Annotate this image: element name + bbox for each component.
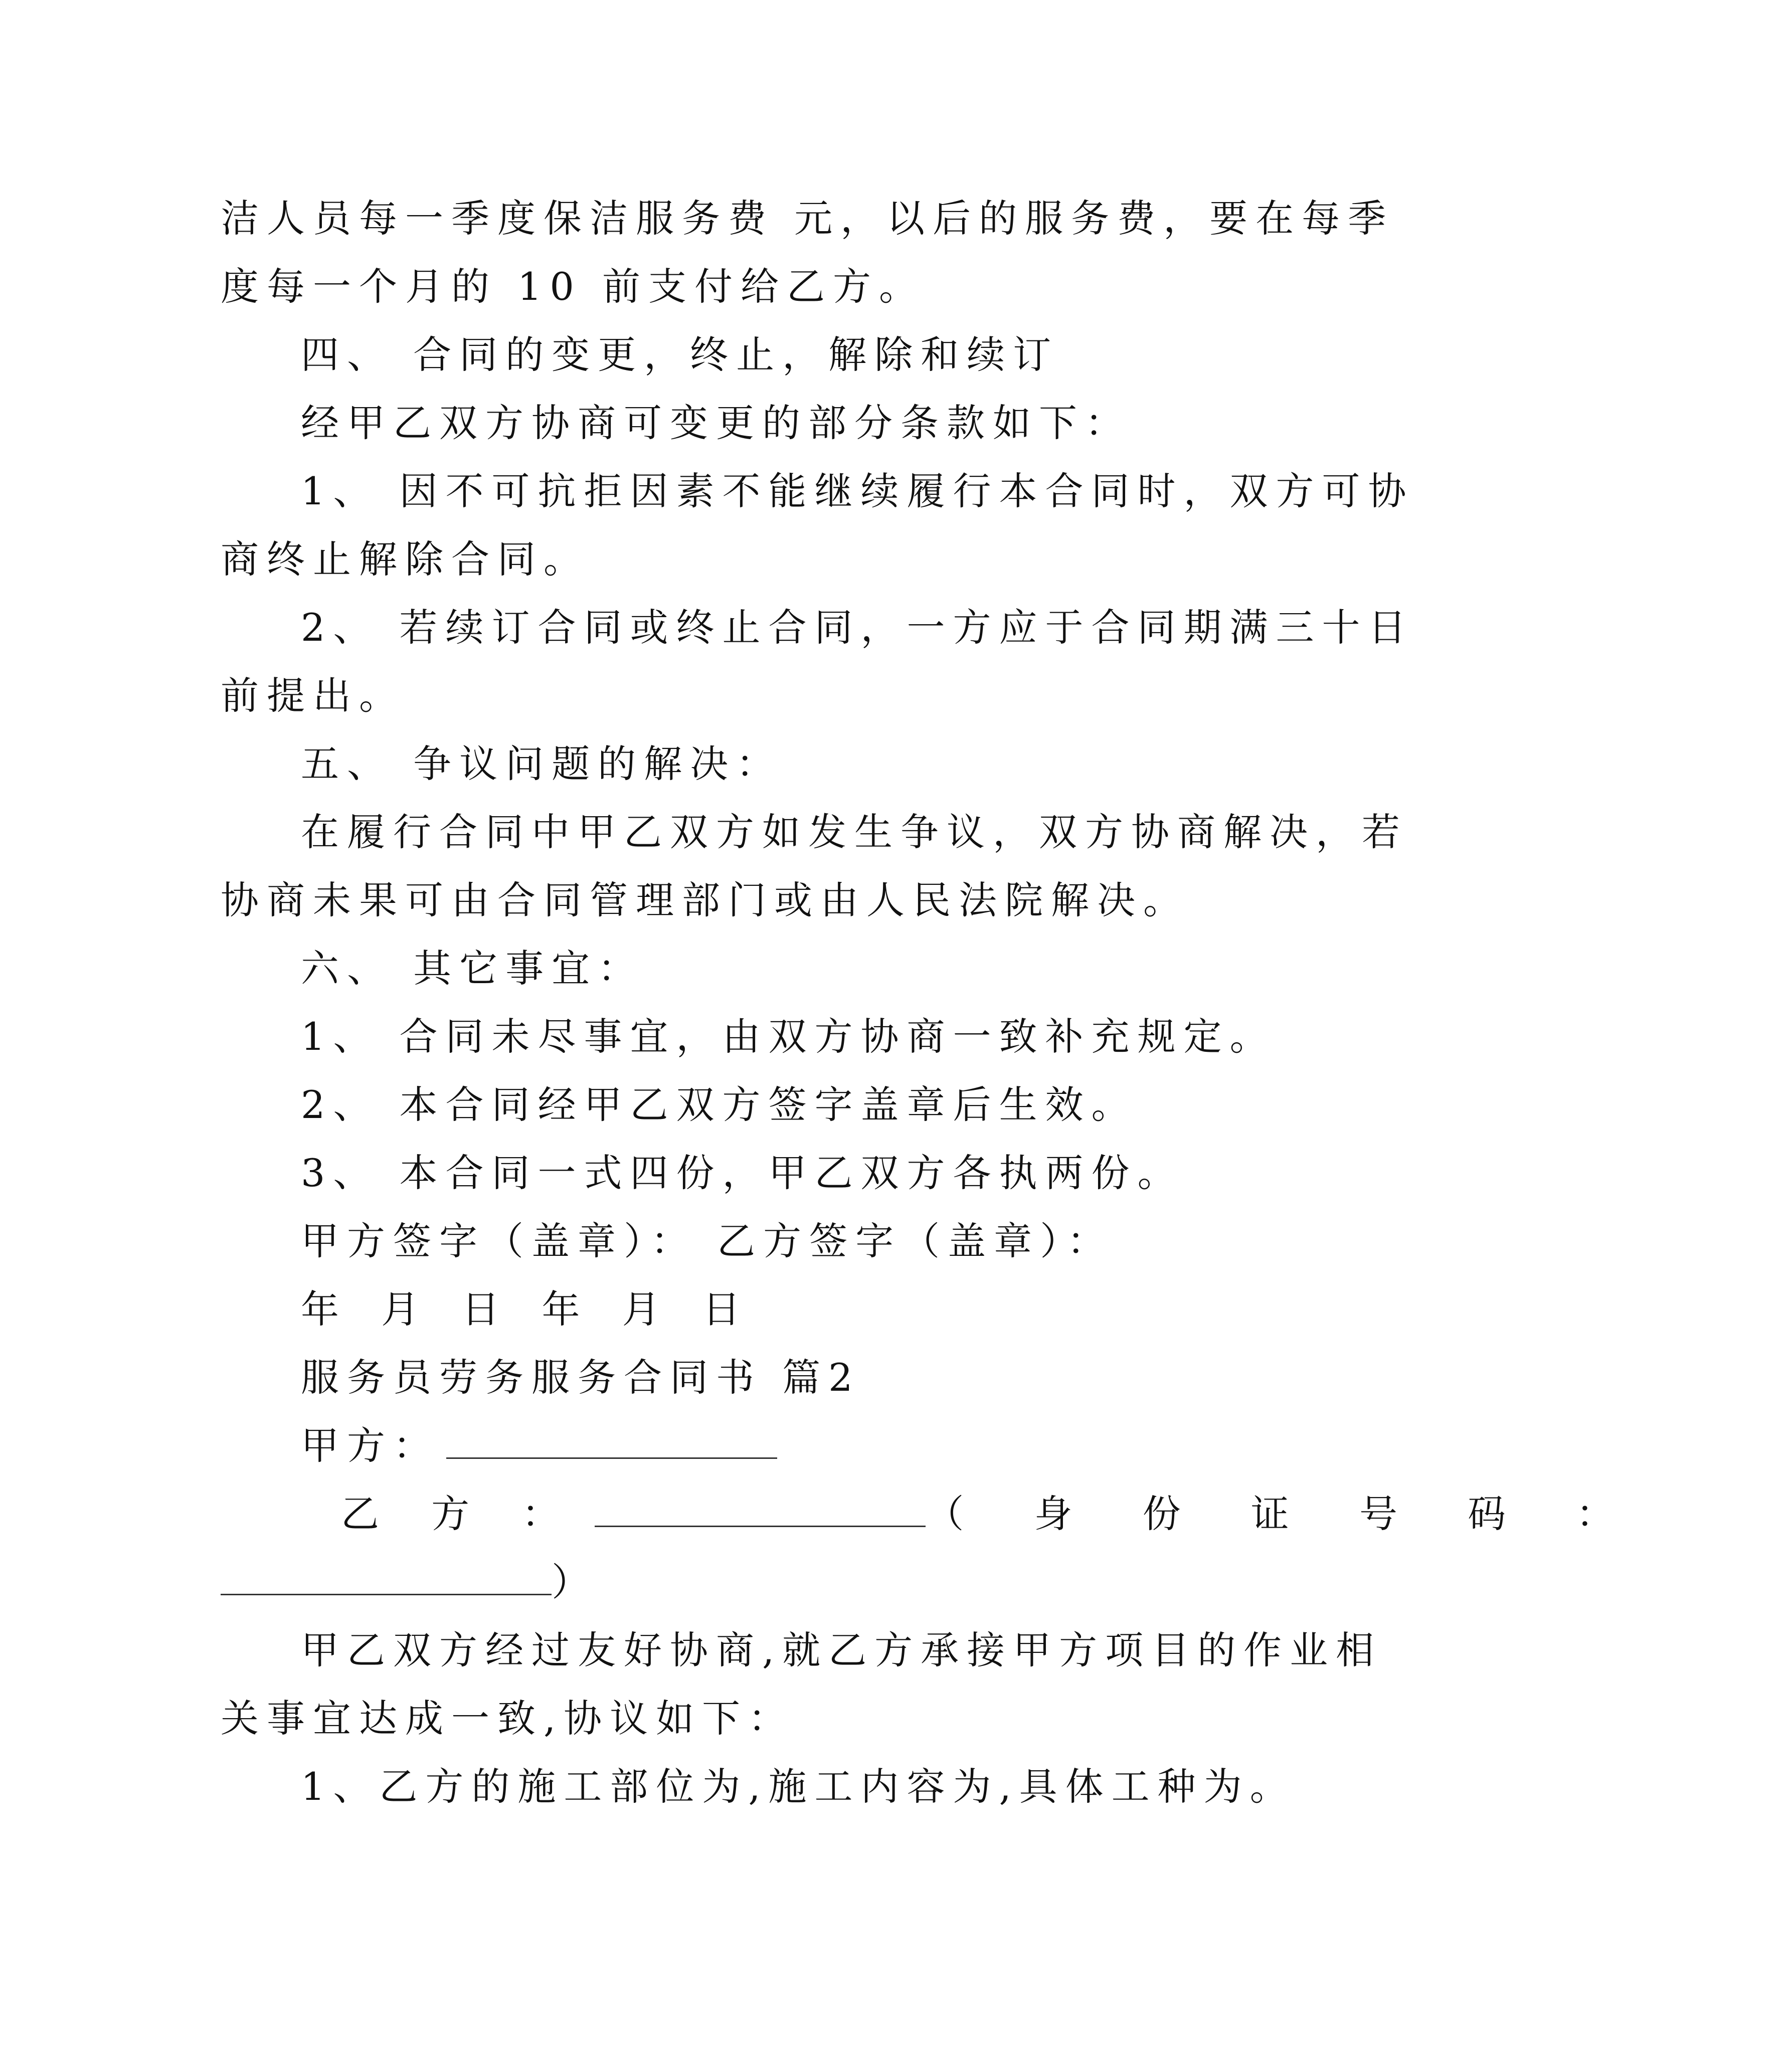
party-a-label: 甲方： xyxy=(301,1423,439,1468)
party-a-line xyxy=(301,1416,1752,1476)
text-line-7: 2、 若续订合同或终止合同，一方应于合同期满三十日 xyxy=(301,605,1414,650)
text-line-4: 经甲乙双方协商可变更的部分条款如下： xyxy=(301,401,1131,445)
closing-line-1: 甲乙双方经过友好协商,就乙方承接甲方项目的作业相 xyxy=(301,1628,1382,1672)
text-line-1: 洁人员每一季度保洁服务费 元，以后的服务费，要在每季 xyxy=(221,196,1394,241)
party-a-blank xyxy=(446,1422,777,1459)
text-line-11: 协商未果可由合同管理部门或由人民法院解决。 xyxy=(221,878,1189,922)
closing-line-2: 关事宜达成一致,协议如下： xyxy=(221,1696,795,1741)
closing-line-3: 1、乙方的施工部位为,施工内容为,具体工种为。 xyxy=(301,1764,1296,1809)
text-line-10: 在履行合同中甲乙双方如发生争议，双方协商解决，若 xyxy=(301,810,1408,854)
contract-title-2: 服务员劳务服务合同书 篇2 xyxy=(301,1355,861,1400)
section-heading-5: 五、 争议问题的解决： xyxy=(301,741,783,786)
text-line-8: 前提出。 xyxy=(221,673,405,718)
text-line-13: 1、 合同未尽事宜，由双方协商一致补充规定。 xyxy=(301,1014,1276,1059)
text-line-2: 度每一个月的 10 前支付给乙方。 xyxy=(221,264,926,309)
id-number-blank xyxy=(221,1559,552,1595)
text-line-5: 1、 因不可抗拒因素不能继续履行本合同时，双方可协 xyxy=(301,469,1414,513)
id-number-line xyxy=(221,1552,1672,1612)
party-b-blank xyxy=(595,1490,926,1527)
text-line-15: 3、 本合同一式四份，甲乙双方各执两份。 xyxy=(301,1151,1184,1195)
text-line-14: 2、 本合同经甲乙双方签字盖章后生效。 xyxy=(301,1082,1138,1127)
date-line: 年 月 日 年 月 日 xyxy=(301,1287,756,1332)
section-heading-6: 六、 其它事宜： xyxy=(301,946,644,991)
party-b-label: 乙 方 ： xyxy=(341,1491,580,1536)
signature-line: 甲方签字（盖章）： 乙方签字（盖章）： xyxy=(301,1219,1114,1263)
party-b-line xyxy=(341,1484,1792,1544)
text-line-6: 商终止解除合同。 xyxy=(221,537,590,582)
id-number-close: ） xyxy=(552,1560,590,1604)
section-heading-4: 四、 合同的变更，终止，解除和续订 xyxy=(301,332,1059,377)
id-number-label: （ 身 份 证 号 码 ： xyxy=(926,1491,1644,1536)
